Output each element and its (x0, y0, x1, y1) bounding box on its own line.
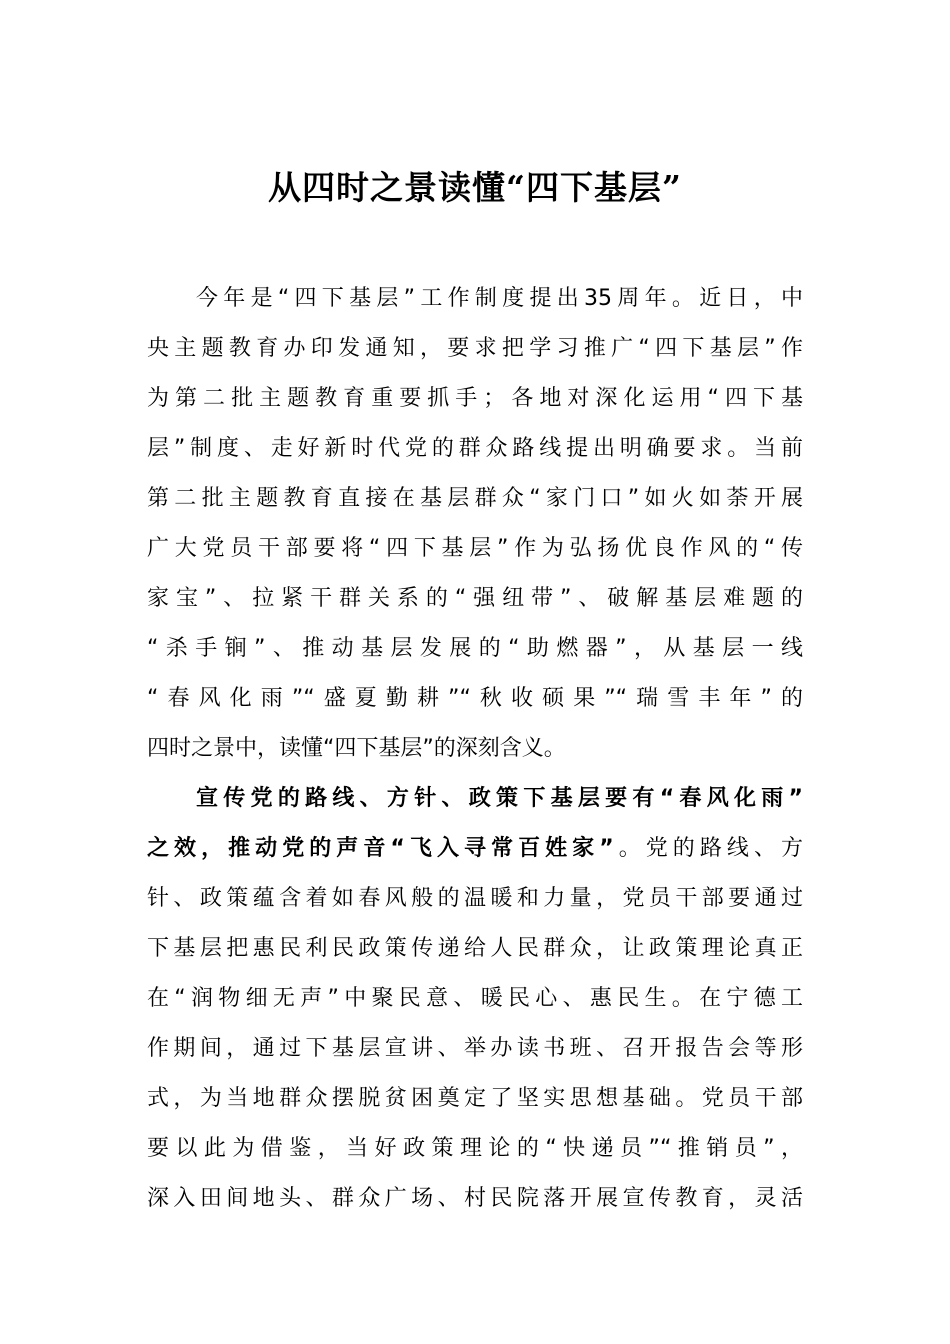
paragraph-1-line: 为第二批主题教育重要抓手；各地对深化运用“四下基 (147, 386, 803, 411)
paragraph-2-bold-line: 宣传党的路线、方针、政策下基层要有“春风化雨” (196, 786, 803, 811)
paragraph-2-line: 深入田间地头、群众广场、村民院落开展宣传教育，灵活 (147, 1186, 803, 1211)
paragraph-1-line: “杀手锏”、推动基层发展的“助燃器”，从基层一线 (147, 636, 803, 661)
paragraph-1-line: 央主题教育办印发通知，要求把学习推广“四下基层”作 (147, 336, 803, 361)
paragraph-1-line: 层”制度、走好新时代党的群众路线提出明确要求。当前 (147, 436, 803, 461)
paragraph-1-line: 今年是“四下基层”工作制度提出35周年。近日，中 (196, 286, 803, 311)
paragraph-2-bold-text: 之效，推动党的声音“飞入寻常百姓家” (147, 836, 614, 861)
paragraph-2-line: 在“润物细无声”中聚民意、暖民心、惠民生。在宁德工 (147, 986, 803, 1011)
paragraph-2-line: 要以此为借鉴，当好政策理论的“快递员”“推销员”， (147, 1136, 803, 1161)
paragraph-1-line: 广大党员干部要将“四下基层”作为弘扬优良作风的“传 (147, 536, 803, 561)
paragraph-2-line: 针、政策蕴含着如春风般的温暖和力量，党员干部要通过 (147, 886, 803, 911)
paragraph-2-line: 作期间，通过下基层宣讲、举办读书班、召开报告会等形 (147, 1036, 803, 1061)
paragraph-1-line: 四时之景中，读懂“四下基层”的深刻含义。 (147, 736, 566, 761)
paragraph-2-line: 式，为当地群众摆脱贫困奠定了坚实思想基础。党员干部 (147, 1086, 803, 1111)
paragraph-2-normal-text: 。党的路线、方 (613, 836, 803, 861)
paragraph-2-line: 下基层把惠民利民政策传递给人民群众，让政策理论真正 (147, 936, 803, 961)
document-title: 从四时之景读懂“四下基层” (268, 168, 682, 207)
paragraph-1-line: 家宝”、拉紧干群关系的“强纽带”、破解基层难题的 (147, 586, 803, 611)
paragraph-2-line (147, 824, 803, 874)
paragraph-1-line: “春风化雨”“盛夏勤耕”“秋收硕果”“瑞雪丰年”的 (147, 686, 803, 711)
paragraph-1-line: 第二批主题教育直接在基层群众“家门口”如火如荼开展 (147, 486, 803, 511)
